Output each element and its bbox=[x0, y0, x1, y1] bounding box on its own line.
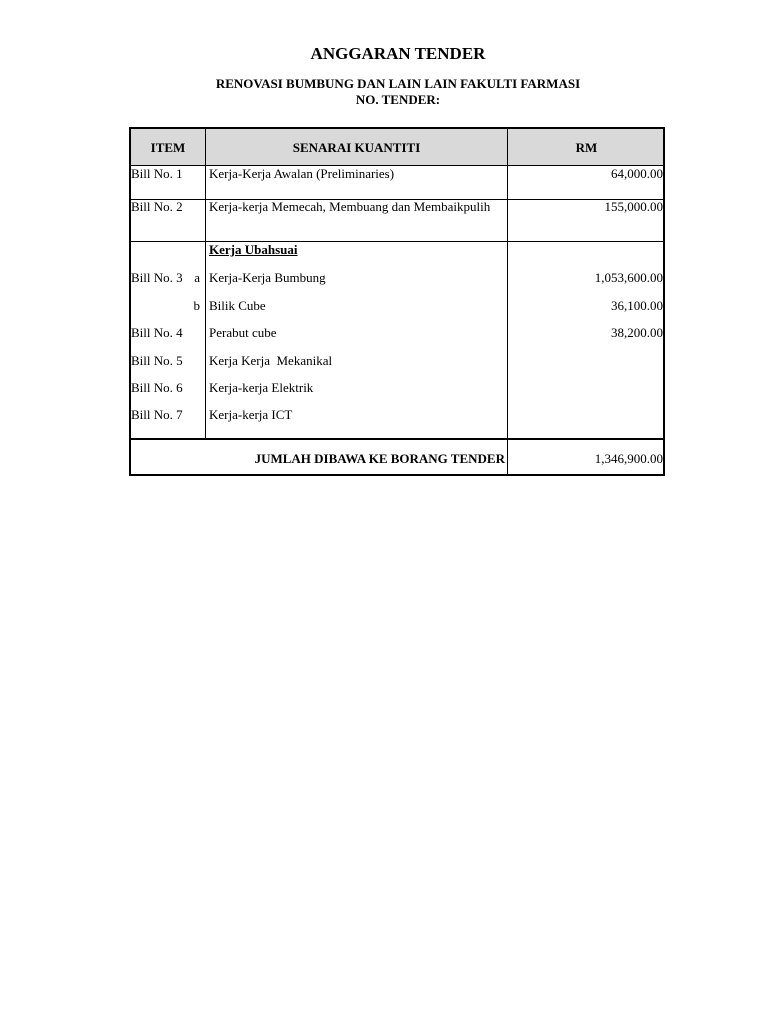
tender-budget-table bbox=[129, 127, 665, 476]
table-row-subitem: b bbox=[193, 298, 200, 313]
document-title: ANGGARAN TENDER bbox=[310, 44, 486, 63]
table-row-description: Kerja-kerja Memecah, Membuang dan Membaikpulih bbox=[209, 199, 491, 214]
table-row-description: Perabut cube bbox=[209, 325, 277, 340]
table-row-amount: 64,000.00 bbox=[611, 166, 663, 181]
section-heading: Kerja Ubahsuai bbox=[209, 242, 298, 257]
column-divider bbox=[507, 129, 508, 474]
table-row-amount: 38,200.00 bbox=[611, 325, 663, 340]
table-row-amount: 36,100.00 bbox=[611, 298, 663, 313]
document-subtitle bbox=[0, 76, 768, 108]
table-row-description: Kerja-kerja ICT bbox=[209, 407, 293, 422]
table-row-item: Bill No. 1 bbox=[131, 166, 183, 181]
table-row-description: Kerja-Kerja Awalan (Preliminaries) bbox=[209, 166, 395, 181]
table-row-description: Kerja Kerja Mekanikal bbox=[209, 353, 333, 368]
table-row-item: Bill No. 7 bbox=[131, 407, 183, 422]
header-description: SENARAI KUANTITI bbox=[292, 140, 421, 155]
total-divider bbox=[131, 438, 665, 440]
table-row-item: Bill No. 4 bbox=[131, 325, 183, 340]
table-row-description: Bilik Cube bbox=[209, 298, 266, 313]
table-row-description: Kerja-Kerja Bumbung bbox=[209, 270, 326, 285]
table-row-item: Bill No. 2 bbox=[131, 199, 183, 214]
table-row-item: Bill No. 3 bbox=[131, 270, 183, 285]
table-row-amount: 1,053,600.00 bbox=[594, 270, 663, 285]
tender-number: NO. TENDER: bbox=[355, 92, 441, 107]
project-title: RENOVASI BUMBUNG DAN LAIN LAIN FAKULTI FARMASI bbox=[215, 76, 581, 91]
table-row-item: Bill No. 5 bbox=[131, 353, 183, 368]
table-row-item: Bill No. 6 bbox=[131, 380, 183, 395]
column-divider bbox=[205, 129, 206, 439]
header-amount: RM bbox=[575, 140, 598, 155]
total-label: JUMLAH DIBAWA KE BORANG TENDER bbox=[254, 451, 505, 466]
total-amount: 1,346,900.00 bbox=[594, 451, 663, 466]
table-row-description: Kerja-kerja Elektrik bbox=[209, 380, 314, 395]
table-row-amount: 155,000.00 bbox=[604, 199, 663, 214]
table-row-subitem: a bbox=[194, 270, 200, 285]
header-item: ITEM bbox=[150, 140, 186, 155]
